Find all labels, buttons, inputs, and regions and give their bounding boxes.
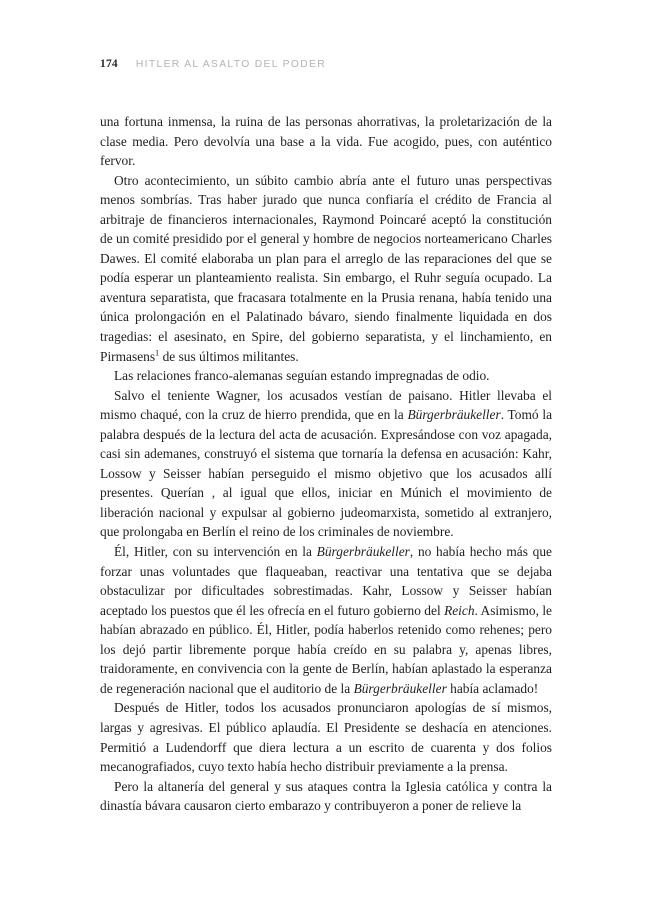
paragraph-text: Después de Hitler, todos los acusados pronunciaron apologías de sí mismos, largas y agresivas. El público aplaudía. El Presidente se deshacía en atenciones. Permitió a Ludendorff que diera lectura a un escrito de cuarenta y dos folios mecanografiados, cuyo texto había hecho distribuir previamente a la prensa.	[100, 700, 552, 775]
paragraph	[100, 366, 552, 386]
paragraph-text-tail: . Tomó la palabra después de la lectura del acta de acusación. Expresándose con voz apagada, casi sin ademanes, construyó el sistema que tornaría la defensa en acusación: Kahr, Lossow y Seisser habían perseguido el mismo objetivo que los acusados allí presentes. Querían , al igual que ellos, iniciar en Múnich el movimiento de liberación nacional y expulsar al gobierno judeomarxista, sometido al extranjero, que prolongaba en Berlín el reino de los criminales de noviembre.	[100, 407, 553, 540]
paragraph-text: una fortuna inmensa, la ruina de las personas ahorrativas, la proletarización de la clase media. Pero devolvía una base a la vida. Fue acogido, pues, con auténtico fervor.	[100, 114, 552, 169]
italic-term: Bürgerbräukeller	[316, 544, 410, 560]
paragraph-text-mid2: . Asimismo, le habían abrazado en público. Él, Hitler, podía haberlos retenido como rehenes; pero los dejó partir libremente porque había creído en su palabra y, apenas libres, traidoramente, en convivencia con la gente de Berlín, habían aplastado la esperanza de regeneración nacional que el auditorio de la	[100, 602, 553, 696]
paragraph-text: Las relaciones franco-alemanas seguían estando impregnadas de odio.	[114, 368, 490, 384]
paragraph-text: Pero la altanería del general y sus ataques contra la Iglesia católica y contra la dinastía bávara causaron cierto embarazo y contribuyeron a poner de relieve la	[100, 778, 552, 814]
paragraph	[100, 542, 552, 698]
footnote-marker: 1	[155, 348, 160, 358]
paragraph-text-mid: , no había hecho más que forzar unas voluntades que flaqueaban, reactivar una tentativa que se dejaba obstaculizar por dificultades sobrestimadas. Kahr, Lossow y Seisser habían aceptado los puestos que él les ofrecía en el futuro gobierno del	[100, 544, 552, 618]
paragraph	[100, 386, 552, 542]
paragraph-text: Él, Hitler, con su intervención en la	[114, 544, 317, 560]
paragraph	[100, 112, 552, 171]
page-number: 174	[100, 58, 118, 70]
running-head	[100, 58, 552, 74]
paragraph-text-tail: había aclamado!	[446, 680, 539, 696]
body-text-block	[100, 112, 552, 816]
running-head-title: HITLER AL ASALTO DEL PODER	[135, 59, 327, 70]
paragraph-text: Salvo el teniente Wagner, los acusados vestían de paisano. Hitler llevaba el mismo chaqué, con la cruz de hierro prendida, que en la	[100, 387, 552, 423]
italic-term: Reich	[444, 602, 475, 618]
paragraph	[100, 698, 552, 776]
paragraph	[100, 171, 552, 366]
italic-term: Bürgerbräukeller	[353, 680, 447, 696]
paragraph-text: Otro acontecimiento, un súbito cambio abría ante el futuro unas perspectivas menos sombrías. Tras haber jurado que nunca confiaría el crédito de Francia al arbitraje de financieros internacionales, Raymond Poincaré aceptó la constitución de un comité presidido por el general y hombre de negocios norteamericano Charles Dawes. El comité elaboraba un plan para el arreglo de las reparaciones del que se podía esperar un planteamiento realista. Sin embargo, el Ruhr seguía ocupado. La aventura separatista, que fracasara totalmente en la Prusia renana, había tenido una única prolongación en el Palatinado bávaro, siendo finalmente liquidada en dos tragedias: el asesinato, en Spire, del gobierno separatista, y el linchamiento, en Pirmasens	[100, 172, 552, 364]
paragraph	[100, 777, 552, 816]
paragraph-text-tail: de sus últimos militantes.	[159, 348, 299, 364]
italic-term: Bürgerbräukeller	[407, 407, 501, 423]
